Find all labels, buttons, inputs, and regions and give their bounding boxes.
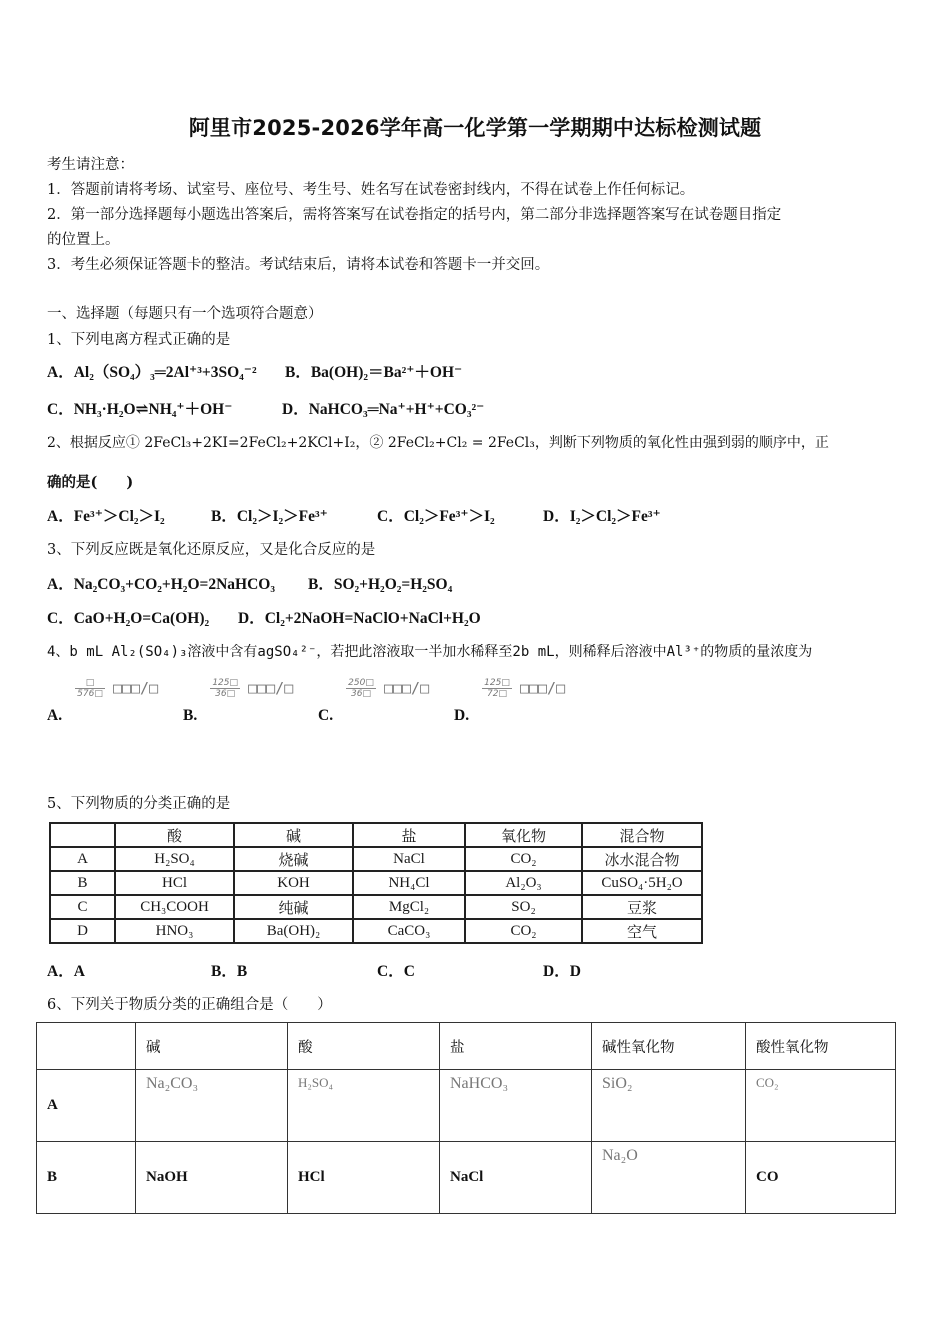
notice-item-2-cont: 的位置上。 [47,232,120,248]
question-4-option-a[interactable] [47,678,159,724]
option-label: A. [47,707,63,724]
table-header-cell: 氧化物 [465,823,582,847]
question-1-option-b[interactable]: B．Ba(OH)₂＝Ba²⁺＋OH⁻ [285,364,463,381]
question-1-option-c[interactable]: C．NH₃·H₂O⇌NH₄⁺＋OH⁻ [47,401,233,418]
table-cell: 烧碱 [234,847,353,871]
table-cell [288,1070,440,1142]
table-cell: A [50,847,115,871]
table-header-cell: 盐 [440,1023,592,1070]
question-3-option-a[interactable]: A．Na₂CO₃+CO₂+H₂O=2NaHCO₃ [47,576,275,593]
table-cell: 冰水混合物 [582,847,702,871]
table-row [50,871,702,895]
table-cell: CO₂ [465,847,582,871]
question-6-stem: 6、下列关于物质分类的正确组合是（ ） [47,997,332,1013]
formula: SiO₂ [602,1075,633,1092]
table-cell: KOH [234,871,353,895]
table-cell: SO₂ [465,895,582,919]
table-cell [136,1070,288,1142]
fraction [346,678,376,699]
unit-placeholder: □□□/□ [248,679,294,697]
table-header-cell: 碱 [234,823,353,847]
question-5-table [49,822,703,944]
table-cell: NaCl [440,1142,592,1214]
table-cell: Ba(OH)₂ [234,919,353,943]
unit-placeholder: □□□/□ [112,679,159,697]
question-5-option-d[interactable]: D．D [543,963,581,980]
question-5-option-b[interactable]: B．B [211,963,248,980]
fraction-denominator: 36□ [215,689,236,699]
table-cell: HCl [288,1142,440,1214]
table-header-cell [37,1023,136,1070]
table-cell: NH₄Cl [353,871,465,895]
table-row [37,1142,896,1214]
question-5-option-c[interactable]: C．C [377,963,415,980]
formula: Na₂O [602,1147,638,1164]
table-cell: HNO₃ [115,919,234,943]
notice-heading: 考生请注意： [47,157,134,173]
table-cell: MgCl₂ [353,895,465,919]
table-cell: CO [746,1142,896,1214]
question-6-table [36,1022,896,1214]
unit-placeholder: □□□/□ [383,679,430,697]
table-row [50,847,702,871]
question-3-option-d[interactable]: D．Cl₂+2NaOH=NaClO+NaCl+H₂O [238,610,481,627]
table-cell: 豆浆 [582,895,702,919]
question-2-option-b[interactable]: B．Cl₂＞I₂＞Fe³⁺ [211,508,328,525]
table-cell: D [50,919,115,943]
table-cell: B [37,1142,136,1214]
question-2-stem: 2、根据反应① 2FeCl₃+2KI=2FeCl₂+2KCl+I₂，② 2FeCl₂+Cl₂ = 2FeCl₃，判断下列物质的氧化性由强到弱的顺序中，正 [47,435,829,451]
notice-item-3: 3．考生必须保证答题卡的整洁。考试结束后，请将本试卷和答题卡一并交回。 [47,257,550,273]
question-2-option-d[interactable]: D．I₂＞Cl₂＞Fe³⁺ [543,508,661,525]
table-header-row [50,823,702,847]
question-1-option-d[interactable]: D．NaHCO₃═Na⁺+H⁺+CO₃²⁻ [282,401,485,418]
option-label: C. [318,707,334,724]
table-header-cell: 碱性氧化物 [592,1023,746,1070]
table-cell [592,1142,746,1214]
table-cell: CO₂ [465,919,582,943]
option-label: B. [183,707,198,724]
fraction-numerator: 125□ [212,678,238,688]
table-cell: CuSO₄·5H₂O [582,871,702,895]
table-cell: CaCO₃ [353,919,465,943]
question-2-stem-cont: 确的是( ) [47,474,134,491]
question-1-option-a[interactable]: A．Al₂（SO₄）₃═2Al⁺³+3SO₄⁻² [47,364,257,381]
notice-item-2: 2．第一部分选择题每小题选出答案后，需将答案写在试卷指定的括号内，第二部分非选择题答案写在试卷题目指定 [47,207,782,223]
table-cell: 纯碱 [234,895,353,919]
table-header-cell: 酸 [115,823,234,847]
table-cell: HCl [115,871,234,895]
table-header-cell: 酸性氧化物 [746,1023,896,1070]
table-header-cell: 盐 [353,823,465,847]
page-title: 阿里市2025-2026学年高一化学第一学期期中达标检测试题 [188,116,762,140]
question-3-option-b[interactable]: B．SO₂+H₂O₂=H₂SO₄ [308,576,453,593]
fraction [210,678,240,699]
table-cell: CH₃COOH [115,895,234,919]
table-cell: Al₂O₃ [465,871,582,895]
fraction-numerator: 250□ [348,678,374,688]
unit-placeholder: □□□/□ [519,679,566,697]
table-header-cell: 混合物 [582,823,702,847]
table-row [50,895,702,919]
fraction-numerator: 125□ [484,678,510,688]
table-cell: B [50,871,115,895]
fraction-denominator: 36□ [351,689,371,699]
table-cell [592,1070,746,1142]
question-2-option-c[interactable]: C．Cl₂＞Fe³⁺＞I₂ [377,508,495,525]
question-2-option-a[interactable]: A．Fe³⁺＞Cl₂＞I₂ [47,508,165,525]
table-header-cell [50,823,115,847]
question-3-option-c[interactable]: C．CaO+H₂O=Ca(OH)₂ [47,610,210,627]
formula: H₂SO₄ [298,1075,334,1090]
table-header-cell: 碱 [136,1023,288,1070]
question-4-option-d[interactable] [454,678,566,724]
table-cell: NaCl [353,847,465,871]
question-4-stem: 4、b mL Al₂(SO₄)₃溶液中含有agSO₄²⁻，若把此溶液取一半加水稀释至2b mL，则稀释后溶液中Al³⁺的物质的量浓度为 [47,644,813,660]
table-cell: H₂SO₄ [115,847,234,871]
table-cell [746,1070,896,1142]
fraction [482,678,512,699]
table-cell [440,1070,592,1142]
formula: NaHCO₃ [450,1075,509,1092]
table-row [37,1070,896,1142]
formula: CO₂ [756,1075,779,1090]
question-5-stem: 5、下列物质的分类正确的是 [47,796,231,812]
notice-item-1: 1．答题前请将考场、试室号、座位号、考生号、姓名写在试卷密封线内，不得在试卷上作任何标记。 [47,182,695,198]
table-header-cell: 酸 [288,1023,440,1070]
fraction-numerator: □ [75,678,105,689]
section-heading: 一、选择题（每题只有一个选项符合题意） [47,306,323,322]
fraction-denominator: 576□ [77,689,103,699]
fraction-denominator: 72□ [487,689,507,699]
table-cell: 空气 [582,919,702,943]
fraction [75,678,105,699]
question-1-stem: 1、下列电离方程式正确的是 [47,332,231,348]
question-5-option-a[interactable]: A．A [47,963,85,980]
question-3-stem: 3、下列反应既是氧化还原反应，又是化合反应的是 [47,542,376,558]
table-header-row [37,1023,896,1070]
formula: Na₂CO₃ [146,1075,199,1092]
question-4-option-b[interactable] [183,678,294,724]
table-cell: NaOH [136,1142,288,1214]
table-cell: C [50,895,115,919]
table-row [50,919,702,943]
option-label: D. [454,707,470,724]
table-cell: A [37,1070,136,1142]
question-4-option-c[interactable] [318,678,430,724]
